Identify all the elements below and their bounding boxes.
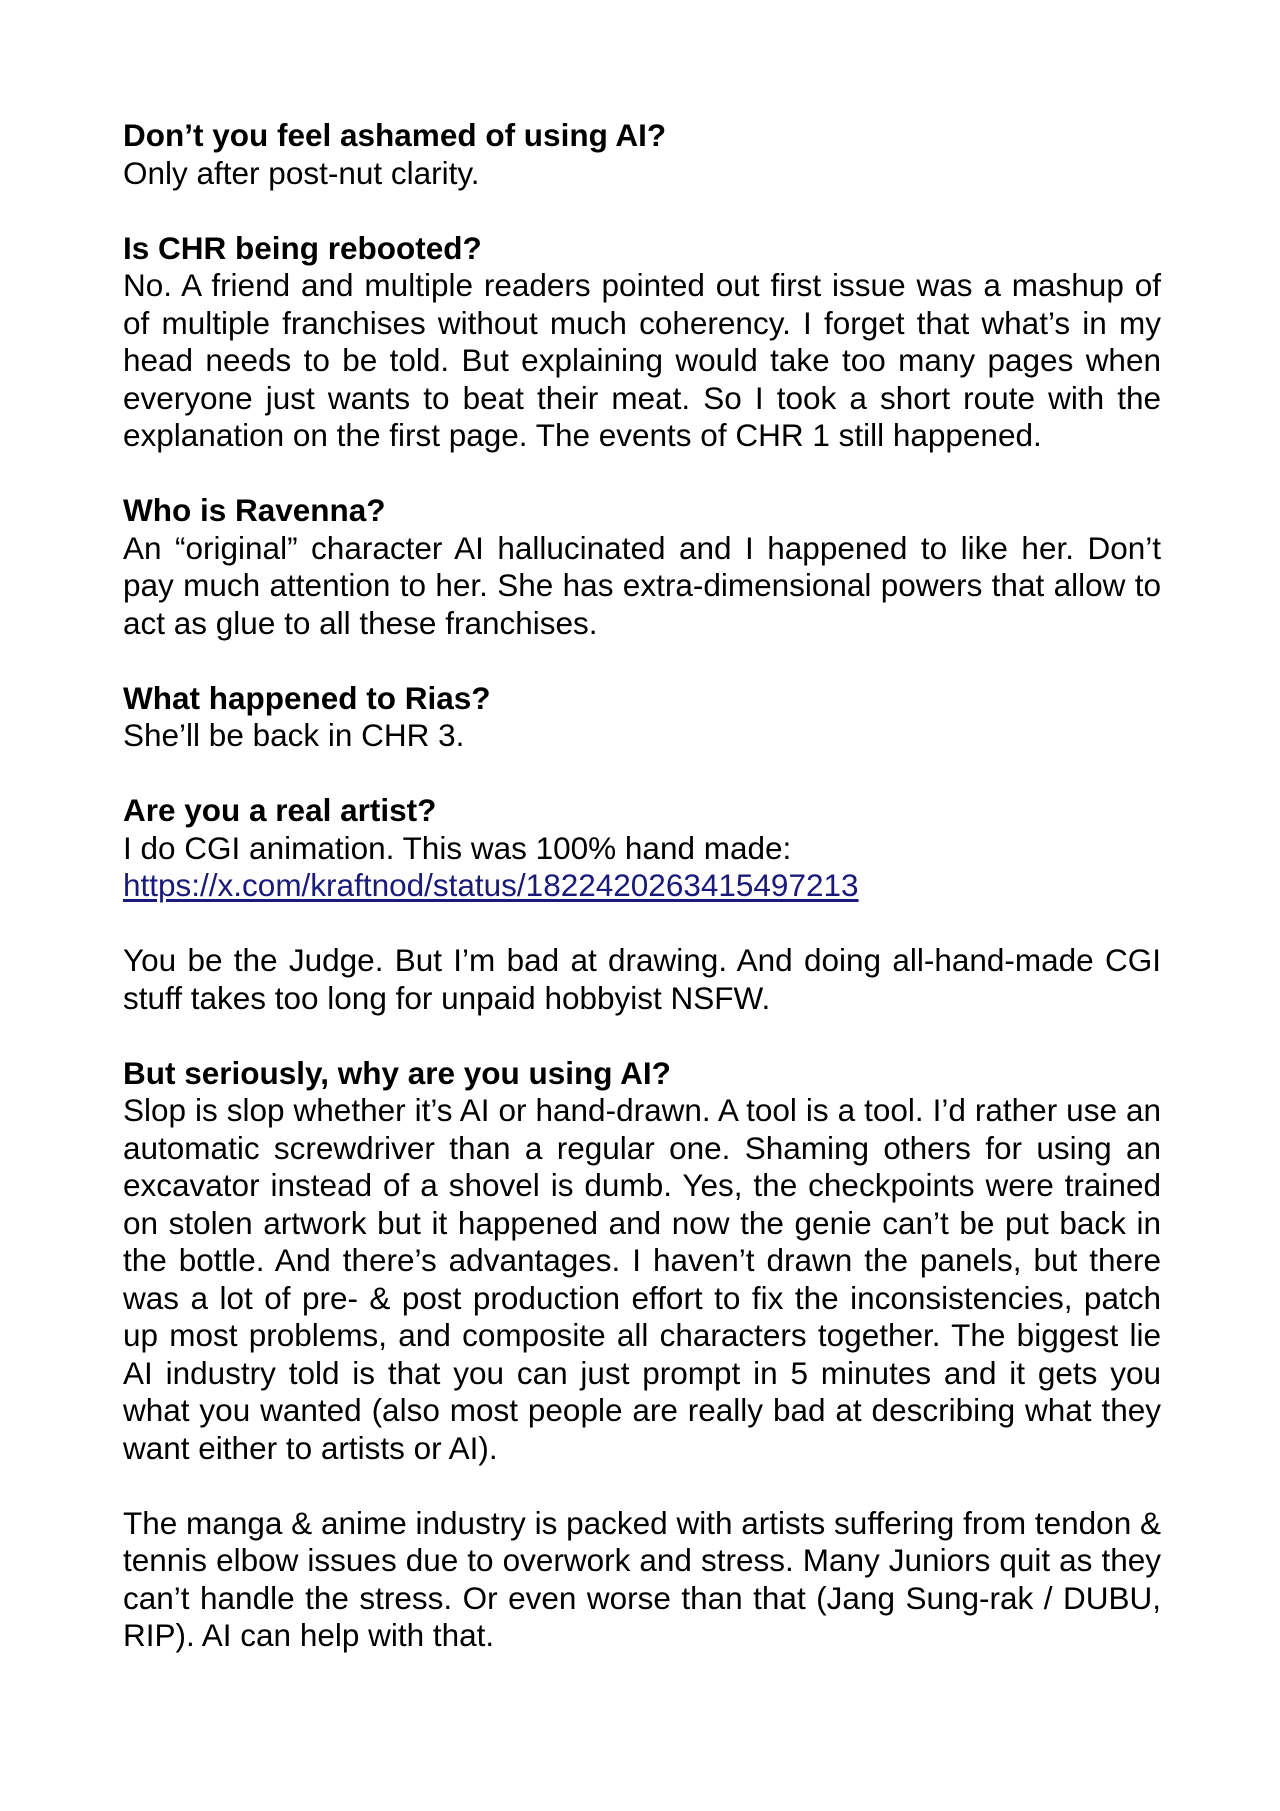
faq-question: But seriously, why are you using AI? — [123, 1054, 671, 1091]
faq-question: Don’t you feel ashamed of using AI? — [123, 117, 667, 153]
faq-item-ravenna — [123, 492, 1161, 642]
faq-question: Who is Ravenna? — [123, 492, 386, 528]
faq-followup: You be the Judge. But I’m bad at drawing. And doing all-hand-made CGI stuff takes too long for unpaid hobbyist NSFW. — [123, 942, 1161, 1016]
faq-answer: Slop is slop whether it’s AI or hand-drawn. A tool is a tool. I’d rather use an automatic screwdriver than a regular one. Shaming others for using an excavator instead of a shovel is dumb. Yes, the checkpoints were trained on stolen artwork but it happened and now the genie can’t be put back in the bottle. And there’s advantages. I haven’t drawn the panels, but there was a lot of pre- & post production effort to fix the inconsistencies, patch up most problems, and composite all characters together. The biggest lie AI industry told is that you can just prompt in 5 minutes and it gets you what you wanted (also most people are really bad at describing what they want either to artists or AI). — [123, 1092, 1161, 1466]
faq-item-real-artist — [123, 792, 1161, 1017]
faq-question: Is CHR being rebooted? — [123, 229, 482, 266]
faq-question: What happened to Rias? — [123, 679, 491, 716]
faq-answer: I do CGI animation. This was 100% hand made: — [123, 829, 792, 866]
faq-answer: An “original” character AI hallucinated and I happened to like her. Don’t pay much attention to her. She has extra-dimensional powers that allow to act as glue to all these franchises. — [123, 529, 1161, 641]
faq-item-ashamed — [123, 117, 1161, 192]
link-line — [123, 867, 1161, 905]
faq-question: Are you a real artist? — [123, 792, 437, 828]
faq-answer: No. A friend and multiple readers pointed out first issue was a mashup of of multiple franchises without much coherency. I forget that what’s in my head needs to be told. But explaining would take too many pages when everyone just wants to beat their meat. So I took a short route with the explanation on the first page. The events of CHR 1 still happened. — [123, 267, 1161, 453]
faq-answer: She’ll be back in CHR 3. — [123, 717, 465, 753]
spacer — [123, 1467, 1161, 1505]
spacer — [123, 905, 1161, 943]
faq-item-why-ai — [123, 1055, 1161, 1655]
document-page — [123, 117, 1161, 1692]
twitter-status-link[interactable]: https://x.com/kraftnod/status/1822420263415497213 — [123, 867, 859, 903]
faq-item-rias — [123, 680, 1161, 755]
faq-item-reboot — [123, 230, 1161, 455]
faq-answer: Only after post-nut clarity. — [123, 154, 480, 191]
faq-followup: The manga & anime industry is packed with artists suffering from tendon & tennis elbow issues due to overwork and stress. Many Juniors quit as they can’t handle the stress. Or even worse than that (Jang Sung-rak / DUBU, RIP). AI can help with that. — [123, 1504, 1161, 1653]
